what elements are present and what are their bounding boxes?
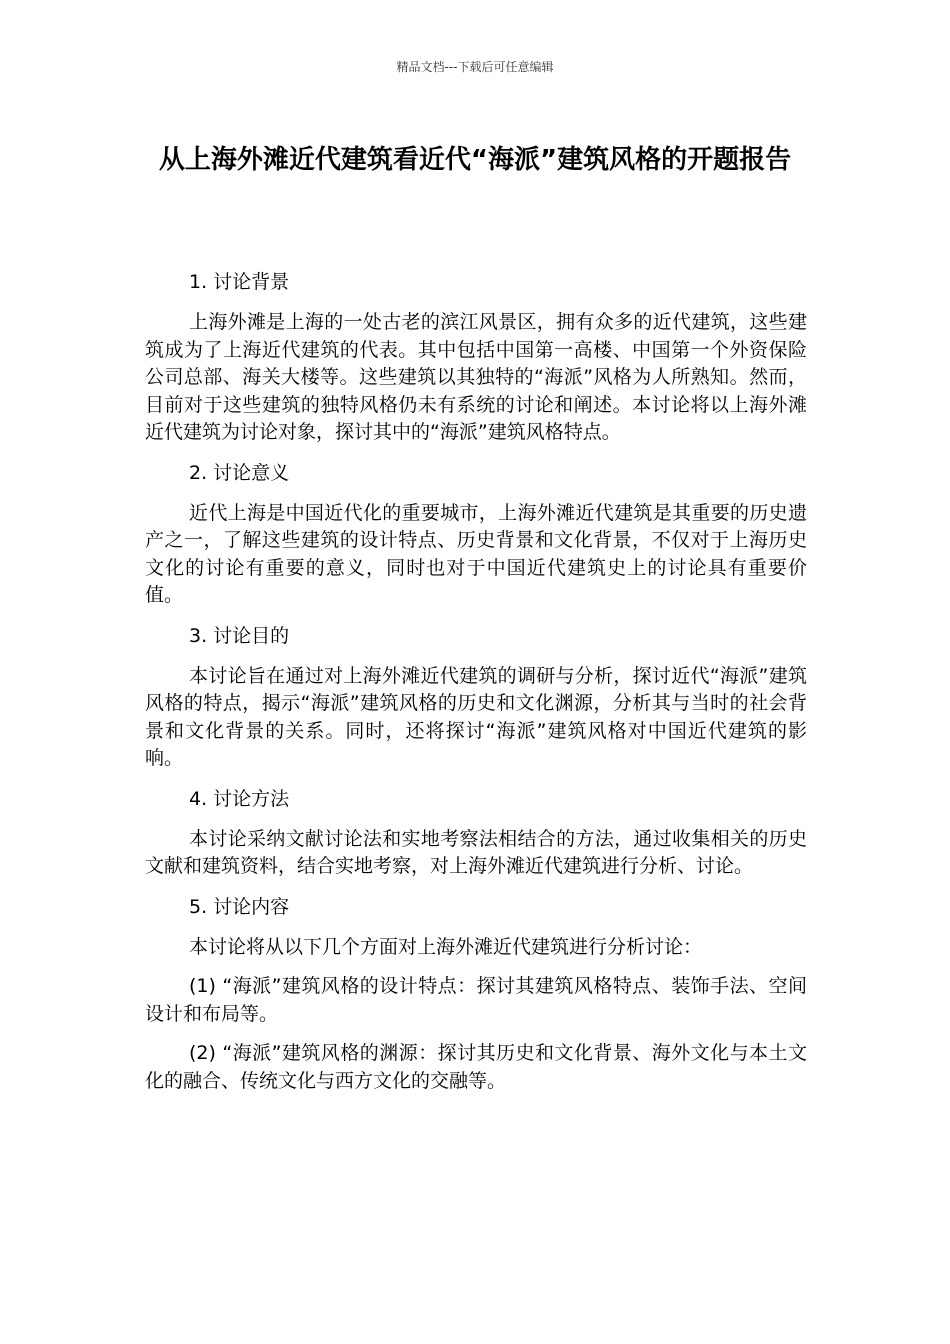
paragraph-background: 上海外滩是上海的一处古老的滨江风景区，拥有众多的近代建筑，这些建筑成为了上海近代建筑的代表。其中包括中国第一高楼、中国第一个外资保险公司总部、海关大楼等。这些建筑以其独特的“海派”风格为人所熟知。然而，目前对于这些建筑的独特风格仍未有系统的讨论和阐述。本讨论将以上海外滩近代建筑为讨论对象，探讨其中的“海派”建筑风格特点。 bbox=[145, 311, 807, 443]
document-body bbox=[145, 268, 807, 1107]
section-heading-method: 4. 讨论方法 bbox=[189, 787, 290, 810]
paragraph-method: 本讨论采纳文献讨论法和实地考察法相结合的方法，通过收集相关的历史文献和建筑资料，结合实地考察，对上海外滩近代建筑进行分析、讨论。 bbox=[145, 827, 807, 877]
document-title: 从上海外滩近代建筑看近代“海派”建筑风格的开题报告 bbox=[158, 145, 792, 175]
section-heading-significance: 2. 讨论意义 bbox=[189, 461, 290, 484]
paragraph-content-intro: 本讨论将从以下几个方面对上海外滩近代建筑进行分析讨论： bbox=[189, 935, 703, 958]
section-heading-purpose: 3. 讨论目的 bbox=[189, 624, 290, 647]
page-header-note: 精品文档---下载后可任意编辑 bbox=[396, 60, 554, 74]
section-heading-content: 5. 讨论内容 bbox=[189, 895, 290, 918]
paragraph-significance: 近代上海是中国近代化的重要城市，上海外滩近代建筑是其重要的历史遗产之一，了解这些建筑的设计特点、历史背景和文化背景，不仅对于上海历史文化的讨论有重要的意义，同时也对于中国近代建筑史上的讨论具有重要价值。 bbox=[145, 501, 807, 606]
paragraph-content-item-2: (2) “海派”建筑风格的渊源：探讨其历史和文化背景、海外文化与本土文化的融合、传统文化与西方文化的交融等。 bbox=[145, 1042, 807, 1092]
paragraph-content-item-1: (1) “海派”建筑风格的设计特点：探讨其建筑风格特点、装饰手法、空间设计和布局等。 bbox=[145, 975, 807, 1025]
section-heading-background: 1. 讨论背景 bbox=[189, 271, 290, 293]
paragraph-purpose: 本讨论旨在通过对上海外滩近代建筑的调研与分析，探讨近代“海派”建筑风格的特点，揭示“海派”建筑风格的历史和文化渊源，分析其与当时的社会背景和文化背景的关系。同时，还将探讨“海派”建筑风格对中国近代建筑的影响。 bbox=[145, 664, 807, 769]
